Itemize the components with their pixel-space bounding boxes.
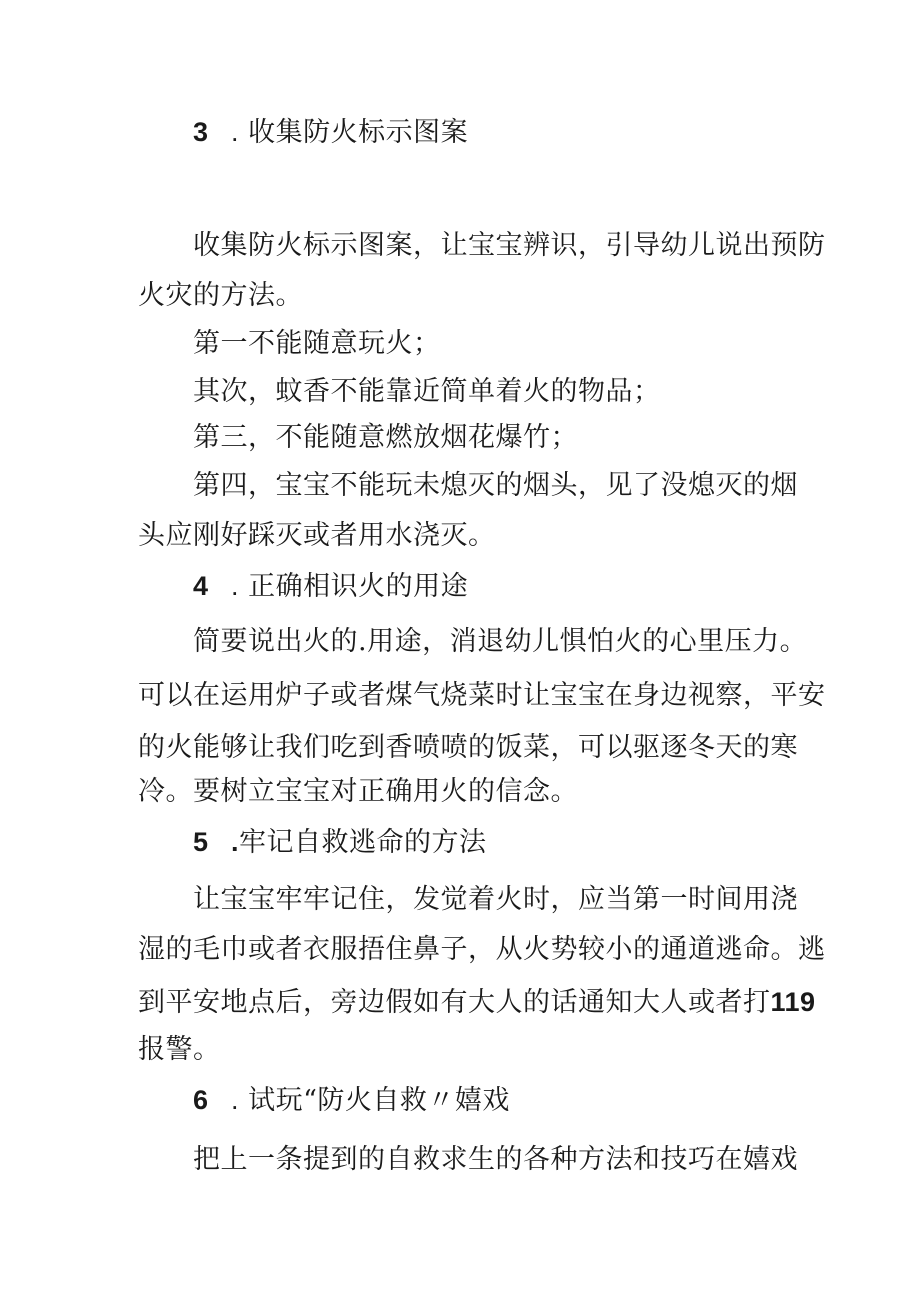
section-separator: . bbox=[231, 117, 240, 147]
paragraph-line: 收集防火标示图案，让宝宝辨识，引导幼儿说出预防 bbox=[193, 230, 826, 261]
paragraph-line: 湿的毛巾或者衣服捂住鼻子，从火势较小的通道逃命。逃 bbox=[138, 934, 826, 965]
section-separator: . bbox=[231, 1085, 240, 1115]
section-number: 4 bbox=[193, 571, 209, 601]
paragraph-line: 把上一条提到的自救求生的各种方法和技巧在嬉戏 bbox=[193, 1144, 798, 1175]
section-number: 6 bbox=[193, 1085, 209, 1115]
section-title: 牢记自救逃命的方法 bbox=[239, 827, 487, 858]
paragraph-line: 第三，不能随意燃放烟花爆竹； bbox=[193, 422, 578, 453]
paragraph-line: 第一不能随意玩火； bbox=[193, 328, 441, 359]
section-title: 试玩“防火自救〃嬉戏 bbox=[248, 1085, 510, 1116]
paragraph-text: 到平安地点后，旁边假如有大人的话通知大人或者打 bbox=[138, 987, 771, 1018]
paragraph-line: 的火能够让我们吃到香喷喷的饭菜，可以驱逐冬天的寒 bbox=[138, 732, 798, 763]
paragraph-line: 头应刚好踩灭或者用水浇灭。 bbox=[138, 520, 496, 551]
paragraph-line: 可以在运用炉子或者煤气烧菜时让宝宝在身边视察，平安 bbox=[138, 680, 826, 711]
section-number: 5 bbox=[193, 827, 209, 857]
paragraph-line: 冷。要树立宝宝对正确用火的信念。 bbox=[138, 776, 578, 807]
section-separator: . bbox=[231, 571, 240, 601]
section-heading-6 bbox=[193, 1080, 853, 1121]
paragraph-line bbox=[138, 982, 816, 1023]
emergency-number: 119 bbox=[770, 987, 816, 1017]
section-heading-5 bbox=[193, 822, 853, 863]
section-heading-4 bbox=[193, 566, 853, 607]
paragraph-line: 其次，蚊香不能靠近简单着火的物品； bbox=[193, 376, 661, 407]
paragraph-line: 简要说出火的.用途，消退幼儿惧怕火的心里压力。 bbox=[193, 626, 808, 657]
section-heading-3 bbox=[193, 112, 853, 153]
section-number: 3 bbox=[193, 117, 209, 147]
section-title: 收集防火标示图案 bbox=[248, 117, 469, 148]
paragraph-line: 让宝宝牢牢记住，发觉着火时，应当第一时间用浇 bbox=[193, 884, 798, 915]
paragraph-line: 火灾的方法。 bbox=[138, 280, 303, 311]
section-separator: . bbox=[231, 827, 240, 857]
section-title: 正确相识火的用途 bbox=[248, 571, 469, 602]
paragraph-line: 报警。 bbox=[138, 1034, 221, 1065]
paragraph-line: 第四，宝宝不能玩未熄灭的烟头，见了没熄灭的烟 bbox=[193, 470, 798, 501]
